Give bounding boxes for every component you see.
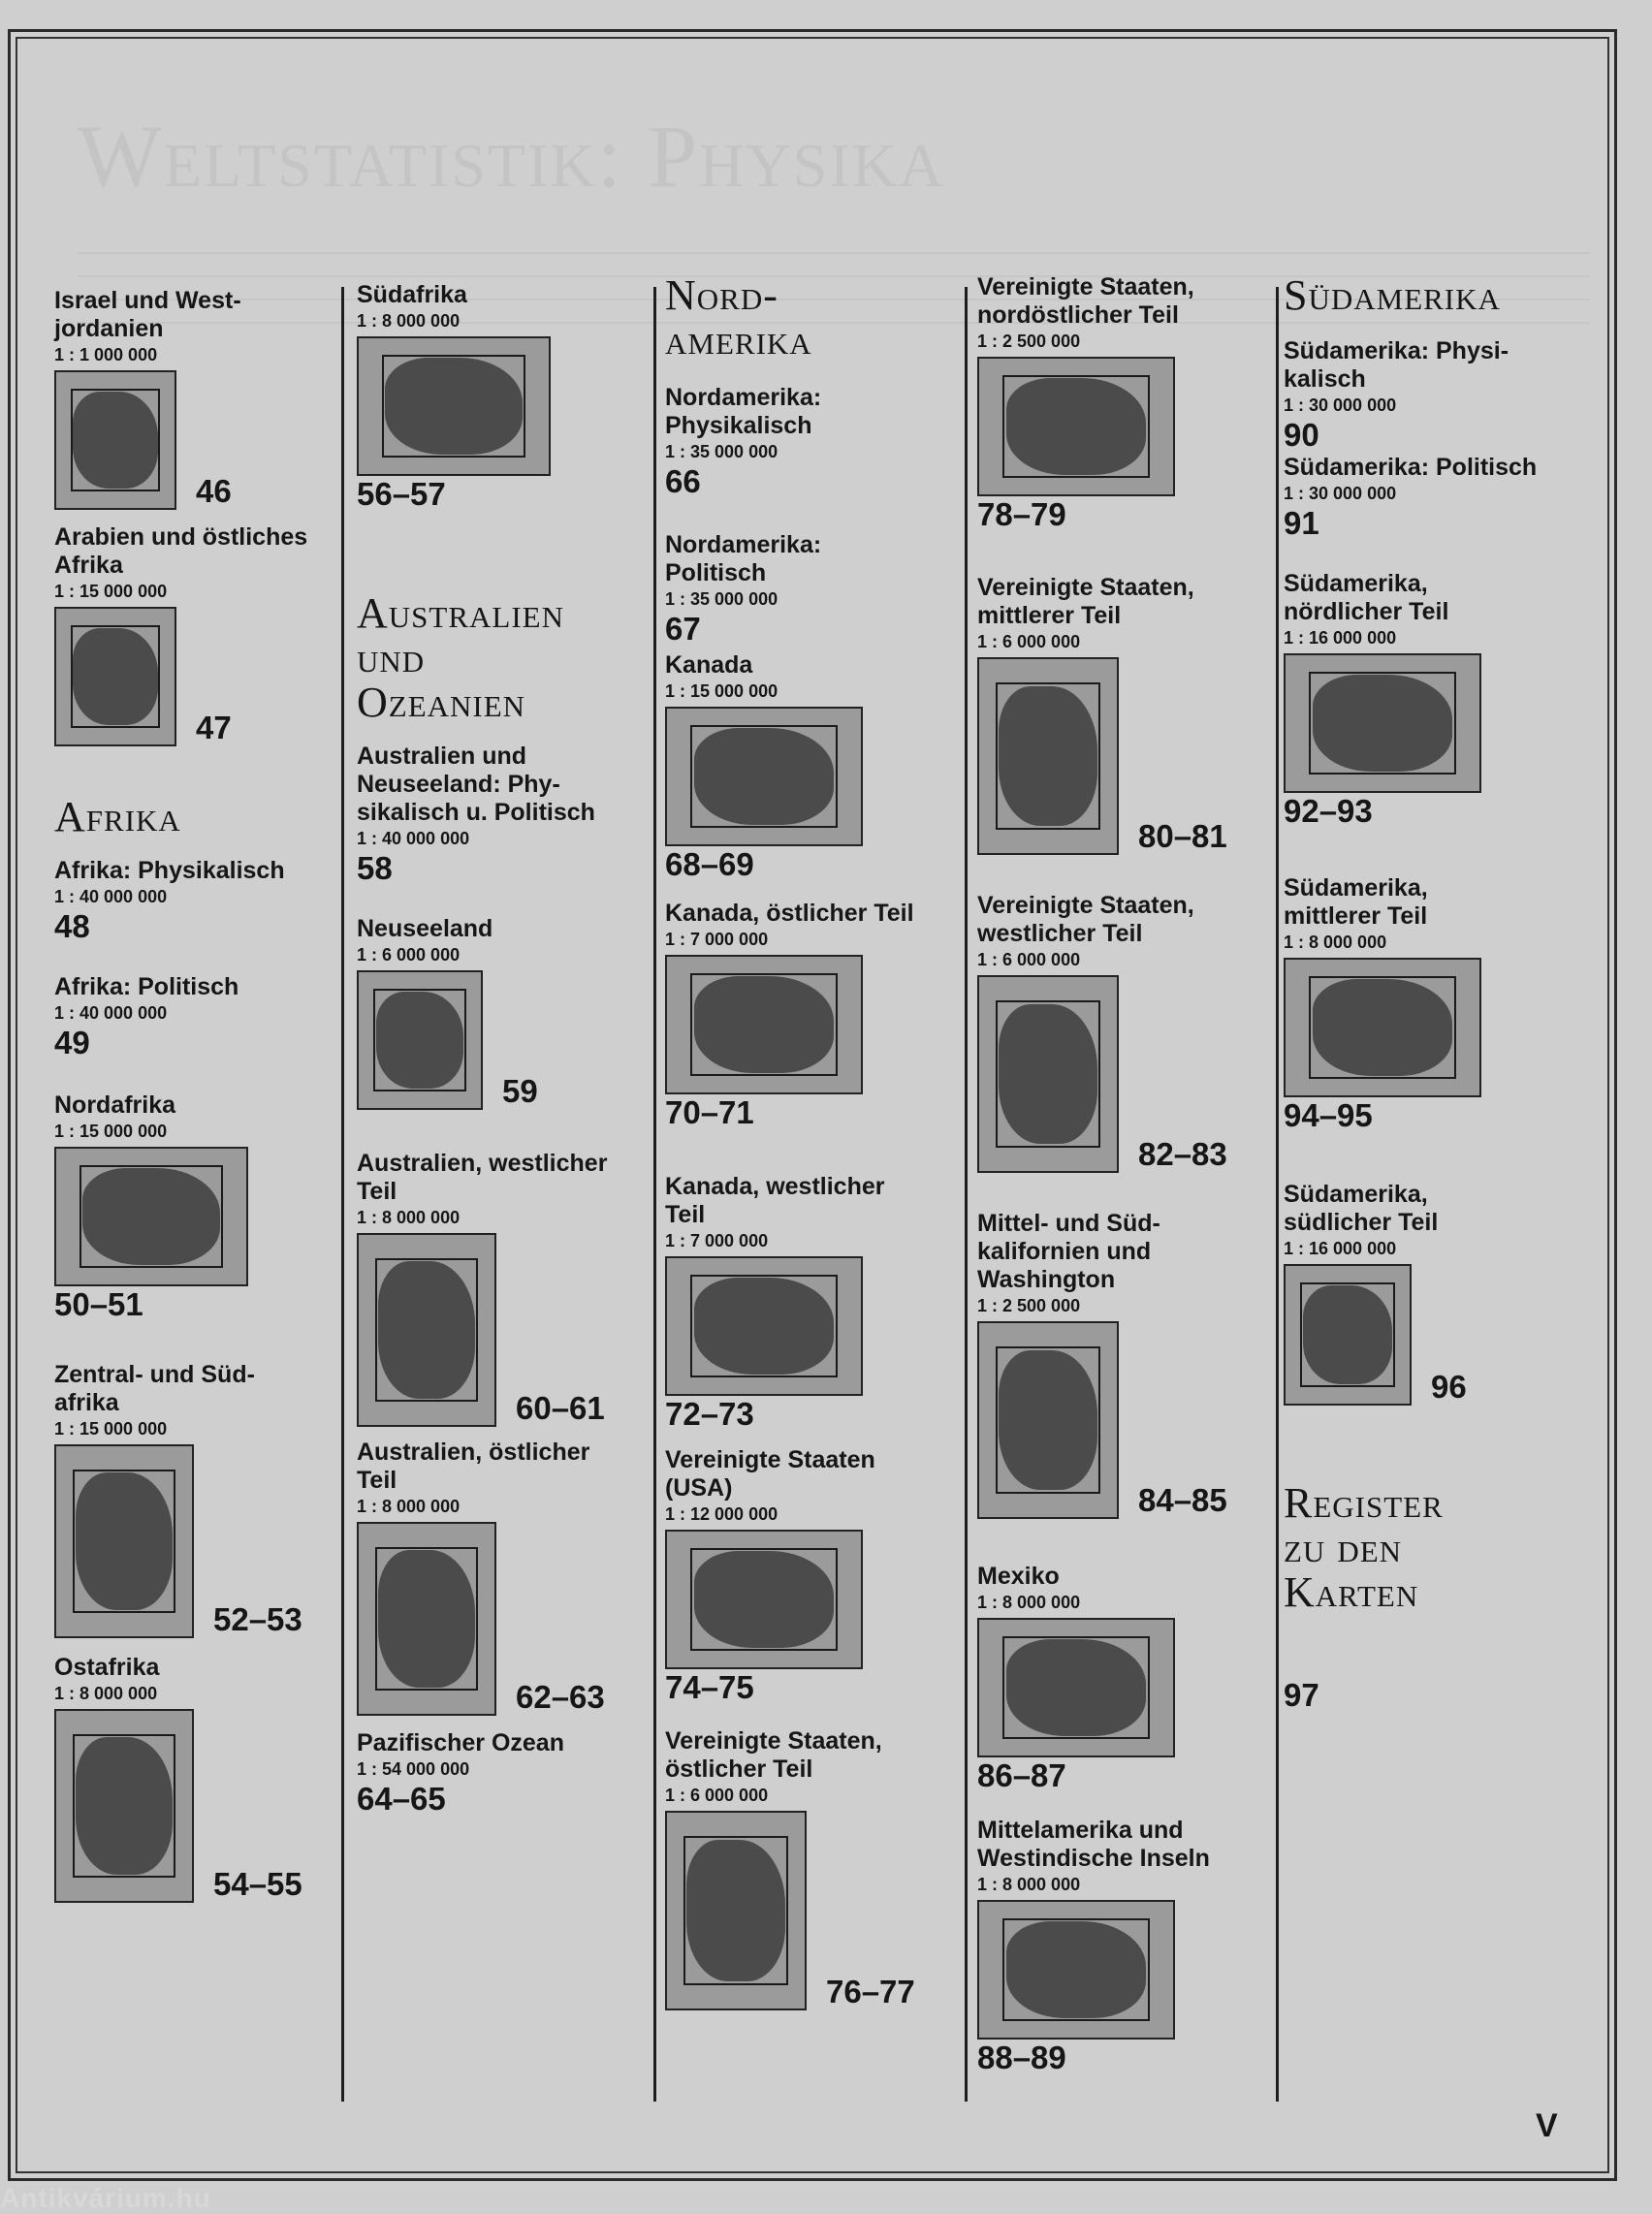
map-entry [665,531,956,648]
map-thumbnail [54,1147,248,1286]
map-extent-frame [71,625,161,728]
map-title: Südamerika: Physi- kalisch [1284,337,1509,393]
map-title: Südamerika, südlicher Teil [1284,1181,1439,1236]
map-entry [977,1210,1268,1519]
page-reference: 56–57 [357,476,446,512]
map-thumbnail [54,1444,194,1638]
map-entry [665,1173,956,1433]
map-entry [1284,337,1574,454]
page-reference: 97 [1284,1677,1319,1713]
map-title: Vereinigte Staaten, östlicher Teil [665,1727,882,1783]
map-thumbnail [357,336,551,476]
map-entry [54,1361,345,1638]
section-heading-block [1284,1481,1574,1615]
map-title: Pazifischer Ozean [357,1729,564,1756]
map-scale: 1 : 54 000 000 [357,1759,470,1779]
map-title: Australien, westlicher Teil [357,1150,608,1205]
map-title: Kanada, westlicher Teil [665,1173,885,1228]
map-title: Neuseeland [357,915,493,942]
map-scale: 1 : 15 000 000 [54,582,168,601]
column-divider [1276,287,1279,2102]
page-reference: 58 [357,850,393,886]
map-extent-frame [1309,672,1456,775]
map-title: Mittel- und Süd- kalifornien und Washington [977,1210,1160,1293]
page-reference: 52–53 [213,1601,302,1637]
map-entry [357,1150,648,1427]
column-divider [653,287,656,2102]
map-title: Nordafrika [54,1091,176,1119]
section-heading-block [357,591,648,725]
map-title: Nordamerika: Physikalisch [665,384,822,439]
map-entry [977,1563,1268,1794]
map-thumbnail [977,975,1119,1173]
map-entry [665,1446,956,1706]
map-extent-frame [996,682,1100,830]
page-reference: 80–81 [1138,818,1227,854]
page-reference: 54–55 [213,1866,302,1902]
map-extent-frame [996,1000,1100,1148]
map-scale: 1 : 16 000 000 [1284,1239,1397,1258]
map-extent-frame [690,973,838,1076]
map-scale: 1 : 6 000 000 [665,1786,769,1805]
map-thumbnail [977,657,1119,855]
map-scale: 1 : 8 000 000 [977,1875,1081,1894]
map-extent-frame [373,989,466,1091]
page-reference: 84–85 [1138,1482,1227,1518]
page-reference: 94–95 [1284,1097,1373,1133]
map-entry [1284,570,1574,830]
page-reference: 78–79 [977,496,1066,532]
map-extent-frame [73,1470,175,1614]
map-thumbnail [1284,1264,1412,1406]
map-title: Afrika: Politisch [54,973,239,1000]
map-scale: 1 : 35 000 000 [665,442,778,461]
map-scale: 1 : 7 000 000 [665,1231,769,1250]
map-scale: 1 : 8 000 000 [357,1208,461,1227]
map-thumbnail [1284,958,1481,1097]
map-title: Mittelamerika und Westindische Inseln [977,1817,1210,1872]
map-title: Israel und West- jordanien [54,287,241,342]
section-heading-block [54,795,345,839]
map-scale: 1 : 40 000 000 [54,887,168,906]
map-entry [54,1654,345,1903]
map-entry [1284,874,1574,1134]
map-extent-frame [1002,375,1150,478]
map-title: Afrika: Physikalisch [54,857,285,884]
map-thumbnail [665,955,863,1094]
map-entry [977,273,1268,533]
map-entry [54,857,345,945]
map-title: Australien, östlicher Teil [357,1439,590,1494]
map-thumbnail [977,1900,1175,2040]
watermark: Antikvárium.hu [0,2183,211,2213]
page-reference: 90 [1284,417,1319,453]
section-heading: Afrika [54,793,181,840]
map-title: Südamerika: Politisch [1284,454,1538,481]
map-extent-frame [1300,1282,1394,1387]
section-heading: Register zu den Karten [1284,1479,1444,1616]
map-scale: 1 : 12 000 000 [665,1504,778,1524]
map-title: Südafrika [357,281,467,308]
page-reference: 76–77 [826,1974,915,2009]
page-reference: 82–83 [1138,1136,1227,1172]
map-thumbnail [54,370,176,510]
page-reference: 59 [502,1073,538,1109]
map-scale: 1 : 35 000 000 [665,589,778,609]
map-thumbnail [977,1618,1175,1757]
map-scale: 1 : 16 000 000 [1284,628,1397,648]
page-reference: 68–69 [665,846,754,882]
map-thumbnail [977,357,1175,496]
map-entry [977,574,1268,855]
page-number: V [1536,2107,1558,2144]
map-scale: 1 : 6 000 000 [977,950,1081,969]
map-entry [665,900,956,1131]
page-reference: 72–73 [665,1396,754,1432]
page-reference: 48 [54,908,90,944]
section-heading: Nord- amerika [665,271,812,364]
map-title: Vereinigte Staaten (USA) [665,1446,875,1502]
page-reference: 74–75 [665,1669,754,1705]
map-extent-frame [71,389,161,491]
map-entry [54,1091,345,1323]
map-title: Südamerika, nördlicher Teil [1284,570,1449,625]
map-entry [54,287,345,510]
map-scale: 1 : 8 000 000 [357,1497,461,1516]
map-title: Zentral- und Süd- afrika [54,1361,255,1416]
map-thumbnail [665,1530,863,1669]
map-title: Mexiko [977,1563,1060,1590]
page-reference: 88–89 [977,2040,1066,2075]
map-scale: 1 : 30 000 000 [1284,484,1397,503]
map-scale: 1 : 6 000 000 [357,945,461,965]
map-thumbnail [977,1321,1119,1519]
map-thumbnail [665,1811,807,2010]
section-heading-block [665,273,956,363]
map-title: Australien und Neuseeland: Phy- sikalisch u. Politisch [357,743,595,826]
section-heading-block [1284,273,1574,318]
map-scale: 1 : 2 500 000 [977,332,1081,351]
map-thumbnail [1284,653,1481,793]
map-scale: 1 : 15 000 000 [54,1419,168,1439]
map-scale: 1 : 6 000 000 [977,632,1081,651]
map-thumbnail [54,1709,194,1903]
map-extent-frame [79,1165,224,1268]
map-entry [357,915,648,1110]
map-scale: 1 : 1 000 000 [54,345,158,364]
map-entry [1284,1181,1574,1406]
map-title: Vereinigte Staaten, mittlerer Teil [977,574,1194,629]
page-reference: 64–65 [357,1781,446,1817]
page-reference: 91 [1284,505,1319,541]
column-divider [965,287,968,2102]
map-title: Vereinigte Staaten, westlicher Teil [977,892,1194,947]
map-scale: 1 : 15 000 000 [665,681,778,701]
map-entry [357,1729,648,1818]
map-entry [1284,1677,1574,1714]
map-entry [977,892,1268,1173]
map-extent-frame [690,1548,838,1651]
background-bleed-title: Weltstatistik: Physika [78,107,946,206]
map-extent-frame [375,1258,478,1403]
map-scale: 1 : 8 000 000 [357,311,461,331]
page-reference: 50–51 [54,1286,143,1322]
map-title: Kanada [665,651,753,679]
map-title: Ostafrika [54,1654,160,1681]
page-reference: 70–71 [665,1094,754,1130]
map-thumbnail [54,607,176,746]
map-scale: 1 : 40 000 000 [357,829,470,848]
map-title: Arabien und östliches Afrika [54,523,308,579]
page-reference: 67 [665,611,701,647]
map-scale: 1 : 30 000 000 [1284,395,1397,415]
map-scale: 1 : 2 500 000 [977,1296,1081,1315]
map-title: Kanada, östlicher Teil [665,900,914,927]
map-extent-frame [375,1547,478,1692]
map-extent-frame [382,355,526,458]
map-extent-frame [1002,1636,1150,1739]
map-entry [665,1727,956,2010]
map-extent-frame [1002,1918,1150,2021]
page-reference: 46 [196,473,232,509]
page-reference: 60–61 [516,1390,605,1426]
page-reference: 92–93 [1284,793,1373,829]
map-extent-frame [1309,976,1456,1079]
map-scale: 1 : 15 000 000 [54,1122,168,1141]
map-entry [977,1817,1268,2076]
page-reference: 86–87 [977,1757,1066,1793]
section-heading: Südamerika [1284,271,1501,319]
map-scale: 1 : 8 000 000 [1284,933,1387,952]
section-heading: Australien und Ozeanien [357,589,564,726]
map-extent-frame [996,1346,1100,1494]
map-extent-frame [690,725,838,828]
map-entry [357,281,648,513]
map-thumbnail [357,1233,496,1427]
map-entry [357,1439,648,1716]
map-entry [665,651,956,883]
map-title: Südamerika, mittlerer Teil [1284,874,1428,930]
map-thumbnail [665,707,863,846]
page-reference: 62–63 [516,1679,605,1715]
map-title: Nordamerika: Politisch [665,531,822,586]
map-scale: 1 : 40 000 000 [54,1003,168,1023]
map-entry [1284,454,1574,542]
page-reference: 49 [54,1025,90,1060]
map-entry [54,523,345,746]
page-reference: 47 [196,710,232,745]
map-scale: 1 : 8 000 000 [977,1593,1081,1612]
map-thumbnail [357,1522,496,1716]
map-scale: 1 : 7 000 000 [665,930,769,949]
map-extent-frame [683,1836,788,1985]
map-entry [54,973,345,1061]
map-thumbnail [357,970,483,1110]
map-entry [357,743,648,887]
map-title: Vereinigte Staaten, nordöstlicher Teil [977,273,1194,329]
map-entry [665,384,956,500]
map-thumbnail [665,1256,863,1396]
map-scale: 1 : 8 000 000 [54,1684,158,1703]
map-extent-frame [690,1275,838,1377]
page-reference: 96 [1431,1369,1467,1405]
map-extent-frame [73,1734,175,1879]
page-reference: 66 [665,463,701,499]
